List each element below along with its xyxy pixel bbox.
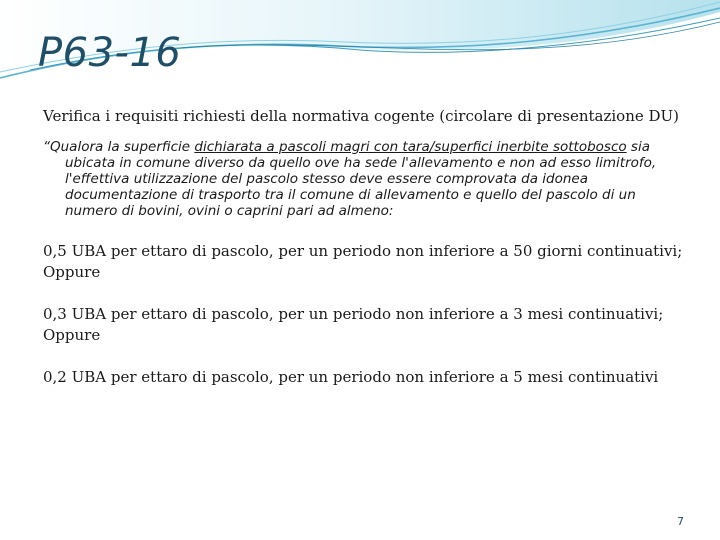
option-block xyxy=(43,243,683,282)
slide-body xyxy=(43,108,683,386)
option-separator: Oppure xyxy=(43,263,101,281)
quote-rest: sia ubicata in comune diverso da quello ove ha sede l'allevamento e non ad esso limitrofo, l'effettiva utilizzazione del pascolo stesso deve essere comprovata da idonea documentazione di trasporto tra il comune di allevamento e quello del pascolo di un numero di bovini, ovini o caprini pari ad almeno: xyxy=(65,139,657,219)
option-text: 0,5 UBA per ettaro di pascolo, per un periodo non inferiore a 50 giorni continuativi; xyxy=(43,242,683,260)
quote-opening: “Qualora la superficie xyxy=(43,139,195,155)
page-number: 7 xyxy=(677,515,684,528)
regulation-quote xyxy=(43,139,683,219)
option-block xyxy=(43,306,683,345)
intro-paragraph: Verifica i requisiti richiesti della normativa cogente (circolare di presentazione DU) xyxy=(43,107,680,125)
option-block xyxy=(43,369,683,386)
option-separator: Oppure xyxy=(43,326,101,344)
option-text: 0,3 UBA per ettaro di pascolo, per un periodo non inferiore a 3 mesi continuativi; xyxy=(43,305,664,323)
option-text: 0,2 UBA per ettaro di pascolo, per un periodo non inferiore a 5 mesi continuativi xyxy=(43,368,659,386)
slide-title: P63-16 xyxy=(38,30,182,76)
quote-underlined-text: dichiarata a pascoli magri con tara/superfici inerbite sottobosco xyxy=(194,139,627,155)
